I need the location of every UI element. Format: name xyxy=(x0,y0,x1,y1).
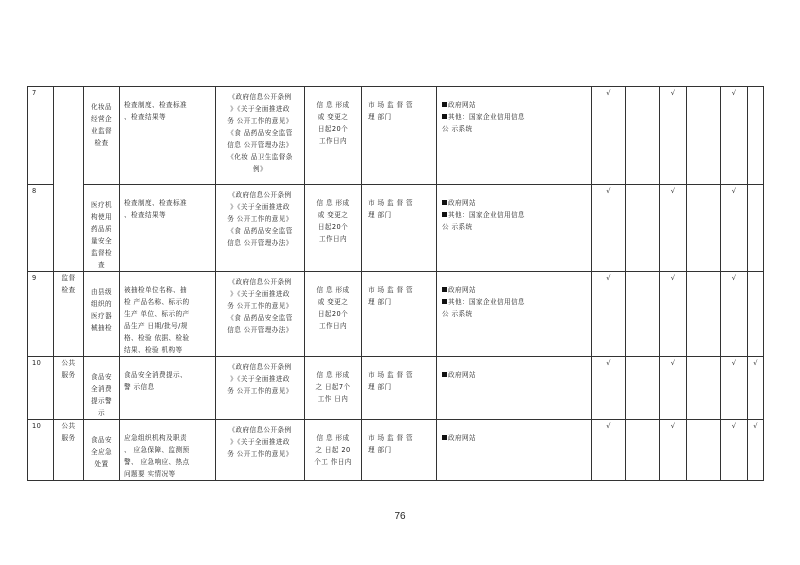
channel-item xyxy=(442,432,589,444)
check-cell xyxy=(626,185,660,272)
channel-text: 政府网站 xyxy=(448,371,476,379)
item-cell xyxy=(84,272,120,357)
content-cell xyxy=(120,357,216,420)
item-text: 组织的 xyxy=(91,300,112,308)
check-cell xyxy=(721,185,748,272)
category-cell xyxy=(54,87,84,272)
item-text: 药品质 xyxy=(91,225,112,233)
content-text: 、 应急保障、监测预 xyxy=(124,446,190,454)
basis-text: 《政府信息公开条例 xyxy=(228,426,292,434)
item-text: 全消费 xyxy=(91,385,112,393)
department-cell xyxy=(362,185,437,272)
category-text: 服务 xyxy=(61,371,76,379)
item-cell xyxy=(84,420,120,481)
basis-cell xyxy=(216,185,305,272)
department-text: 市 场 监 督 管 xyxy=(368,434,413,442)
item-text: 医疗器 xyxy=(91,312,112,320)
item-text: 械抽检 xyxy=(91,324,112,332)
content-cell xyxy=(120,185,216,272)
checkmark-icon: √ xyxy=(670,359,676,367)
checkmark-icon: √ xyxy=(670,187,676,195)
channel-text: 政府网站 xyxy=(448,199,476,207)
basis-text: 》《关于全面推进政 xyxy=(230,290,290,298)
basis-text: 务 公开工作的意见》 xyxy=(227,117,293,125)
channel-item xyxy=(442,221,589,233)
department-cell xyxy=(362,87,437,185)
row-number-cell xyxy=(28,87,54,185)
item-cell xyxy=(84,185,120,272)
basis-text: 务 公开工作的意见》 xyxy=(227,302,293,310)
content-text: 检查制度、检查标准 xyxy=(124,101,187,109)
period-cell xyxy=(305,87,362,185)
channel-text: 其他：国家企业信用信息 xyxy=(448,298,525,306)
checkmark-icon: √ xyxy=(731,89,737,97)
check-cell xyxy=(592,272,626,357)
category-cell xyxy=(54,357,84,420)
row-number-cell xyxy=(28,420,54,481)
check-cell xyxy=(721,272,748,357)
checkmark-icon: √ xyxy=(731,359,737,367)
period-text: 工作日内 xyxy=(319,235,347,243)
period-cell xyxy=(305,420,362,481)
item-text: 检查 xyxy=(94,139,109,147)
content-text: 、检查结果等 xyxy=(124,211,166,219)
period-text: 之 日起 20 xyxy=(315,446,351,454)
period-text: 工作 日内 xyxy=(317,395,349,403)
content-text: 检查制度、检查标准 xyxy=(124,199,187,207)
item-text: 业监督 xyxy=(91,127,112,135)
channel-text: 公 示系统 xyxy=(442,310,473,318)
basis-text: 务 公开工作的意见》 xyxy=(227,387,293,395)
item-cell xyxy=(84,357,120,420)
basis-cell xyxy=(216,357,305,420)
check-cell xyxy=(660,185,687,272)
check-cell xyxy=(592,185,626,272)
checkmark-icon: √ xyxy=(670,89,676,97)
row-number: 10 xyxy=(32,422,42,430)
channel-text: 政府网站 xyxy=(448,286,476,294)
content-text: 格、检验 依据、检验 xyxy=(124,334,190,342)
basis-text: 《化妆 品卫生监督条 xyxy=(227,153,293,161)
basis-text: 《食 品药品安全监管 xyxy=(227,129,293,137)
content-text: 被抽检单位名称、抽 xyxy=(124,286,187,294)
channel-text: 公 示系统 xyxy=(442,223,473,231)
department-cell xyxy=(362,420,437,481)
square-bullet-icon xyxy=(442,287,447,292)
item-text: 提示警 xyxy=(91,397,112,405)
basis-text: 务 公开工作的意见》 xyxy=(227,450,293,458)
content-text: 警、 应急响应、热点 xyxy=(124,458,190,466)
item-text: 处置 xyxy=(94,460,109,468)
checkmark-icon: √ xyxy=(606,422,611,430)
row-number-cell xyxy=(28,272,54,357)
channel-item xyxy=(442,296,589,308)
period-text: 或 变更之 xyxy=(317,211,349,219)
checkmark-icon: √ xyxy=(670,274,676,282)
channel-cell xyxy=(437,272,592,357)
period-text: 个工 作日内 xyxy=(314,458,352,466)
content-cell xyxy=(120,420,216,481)
basis-text: 《政府信息公开条例 xyxy=(228,363,292,371)
channel-text: 公 示系统 xyxy=(442,125,473,133)
square-bullet-icon xyxy=(442,200,447,205)
check-cell xyxy=(748,420,764,481)
basis-text: 》《关于全面推进政 xyxy=(230,375,290,383)
item-text: 全应急 xyxy=(91,448,112,456)
check-cell xyxy=(660,420,687,481)
period-cell xyxy=(305,272,362,357)
category-text: 公共 xyxy=(61,359,76,367)
period-text: 日起20个 xyxy=(317,223,349,231)
check-cell xyxy=(660,357,687,420)
channel-item xyxy=(442,209,589,221)
square-bullet-icon xyxy=(442,372,447,377)
check-cell xyxy=(721,87,748,185)
content-text: 应急组织机构及职责 xyxy=(124,434,187,442)
item-text: 食品安 xyxy=(91,436,112,444)
department-text: 市 场 监 督 管 xyxy=(368,286,413,294)
basis-text: 《政府信息公开条例 xyxy=(228,278,292,286)
check-cell xyxy=(660,272,687,357)
basis-cell xyxy=(216,87,305,185)
row-number-cell xyxy=(28,357,54,420)
category-text: 公共 xyxy=(61,422,76,430)
channel-text: 政府网站 xyxy=(448,434,476,442)
check-cell xyxy=(748,185,764,272)
content-text: 问题要 实情况等 xyxy=(124,470,176,478)
department-text: 理 部门 xyxy=(368,211,392,219)
content-text: 结果、检验 机构等 xyxy=(124,346,183,354)
period-text: 信 息 形成 xyxy=(316,199,350,207)
check-cell xyxy=(687,272,721,357)
checkmark-icon: √ xyxy=(753,359,758,367)
content-text: 、检查结果等 xyxy=(124,113,166,121)
square-bullet-icon xyxy=(442,435,447,440)
content-cell xyxy=(120,272,216,357)
channel-item xyxy=(442,111,589,123)
row-number-cell xyxy=(28,185,54,272)
table-row xyxy=(28,87,764,185)
period-text: 信 息 形成 xyxy=(316,101,350,109)
department-text: 理 部门 xyxy=(368,446,392,454)
period-text: 信 息 形成 xyxy=(316,286,350,294)
department-text: 市 场 监 督 管 xyxy=(368,371,413,379)
item-cell xyxy=(84,87,120,185)
table-row xyxy=(28,357,764,420)
item-text: 化妆品 xyxy=(91,103,112,111)
basis-text: 《政府信息公开条例 xyxy=(228,93,292,101)
row-number: 7 xyxy=(32,89,37,97)
item-text: 食品安 xyxy=(91,373,112,381)
checkmark-icon: √ xyxy=(731,422,737,430)
basis-text: 信息 公开管理办法》 xyxy=(227,239,293,247)
check-cell xyxy=(592,420,626,481)
item-text: 监督检 xyxy=(91,249,112,257)
channel-text: 其他：国家企业信用信息 xyxy=(448,113,525,121)
square-bullet-icon xyxy=(442,212,447,217)
checkmark-icon: √ xyxy=(731,187,737,195)
check-cell xyxy=(748,357,764,420)
check-cell xyxy=(626,420,660,481)
check-cell xyxy=(748,272,764,357)
content-text: 生产 单位、标示的产 xyxy=(124,310,190,318)
basis-text: 》《关于全面推进政 xyxy=(230,105,290,113)
period-text: 信 息 形成 xyxy=(316,371,350,379)
check-cell xyxy=(721,420,748,481)
content-text: 品生产 日期/批号/规 xyxy=(124,322,188,330)
period-cell xyxy=(305,357,362,420)
item-text: 构使用 xyxy=(91,213,112,221)
basis-text: 》《关于全面推进政 xyxy=(230,203,290,211)
check-cell xyxy=(660,87,687,185)
disclosure-table xyxy=(27,86,764,481)
category-text: 服务 xyxy=(61,434,76,442)
category-text: 监督 xyxy=(61,274,76,282)
basis-text: 信息 公开管理办法》 xyxy=(227,326,293,334)
channel-text: 其他：国家企业信用信息 xyxy=(448,211,525,219)
period-text: 工作日内 xyxy=(319,322,347,330)
content-text: 检 产品名称、标示的 xyxy=(124,298,190,306)
checkmark-icon: √ xyxy=(606,274,611,282)
item-text: 示 xyxy=(98,409,105,417)
basis-cell xyxy=(216,272,305,357)
check-cell xyxy=(687,87,721,185)
department-text: 理 部门 xyxy=(368,298,392,306)
check-cell xyxy=(687,185,721,272)
check-cell xyxy=(626,87,660,185)
period-cell xyxy=(305,185,362,272)
check-cell xyxy=(626,357,660,420)
table-row xyxy=(28,420,764,481)
basis-text: 《食 品药品安全监管 xyxy=(227,227,293,235)
content-text: 警 示信息 xyxy=(124,383,155,391)
checkmark-icon: √ xyxy=(670,422,676,430)
period-text: 日起20个 xyxy=(317,310,349,318)
item-text: 医疗机 xyxy=(91,201,112,209)
check-cell xyxy=(592,357,626,420)
category-cell xyxy=(54,420,84,481)
department-text: 市 场 监 督 管 xyxy=(368,101,413,109)
category-cell xyxy=(54,272,84,357)
period-text: 或 变更之 xyxy=(317,298,349,306)
square-bullet-icon xyxy=(442,299,447,304)
period-text: 信 息 形成 xyxy=(316,434,350,442)
check-cell xyxy=(721,357,748,420)
channel-item xyxy=(442,369,589,381)
department-cell xyxy=(362,357,437,420)
table-row xyxy=(28,185,764,272)
check-cell xyxy=(626,272,660,357)
period-text: 工作日内 xyxy=(319,137,347,145)
department-text: 市 场 监 督 管 xyxy=(368,199,413,207)
item-text: 量安全 xyxy=(91,237,112,245)
channel-item xyxy=(442,197,589,209)
content-text: 食品安全消费提示、 xyxy=(124,371,187,379)
checkmark-icon: √ xyxy=(606,187,611,195)
basis-text: 《政府信息公开条例 xyxy=(228,191,292,199)
basis-cell xyxy=(216,420,305,481)
checkmark-icon: √ xyxy=(606,359,611,367)
square-bullet-icon xyxy=(442,114,447,119)
item-text: 查 xyxy=(98,261,105,269)
channel-item xyxy=(442,308,589,320)
channel-text: 政府网站 xyxy=(448,101,476,109)
basis-text: 信息 公开管理办法》 xyxy=(227,141,293,149)
department-text: 理 部门 xyxy=(368,383,392,391)
category-text: 检查 xyxy=(61,286,76,294)
row-number: 8 xyxy=(32,187,37,195)
basis-text: 例》 xyxy=(253,165,267,173)
row-number: 9 xyxy=(32,274,37,282)
department-cell xyxy=(362,272,437,357)
check-cell xyxy=(592,87,626,185)
content-cell xyxy=(120,87,216,185)
basis-text: 务 公开工作的意见》 xyxy=(227,215,293,223)
checkmark-icon: √ xyxy=(606,89,611,97)
channel-cell xyxy=(437,185,592,272)
table-row xyxy=(28,272,764,357)
basis-text: 》《关于全面推进政 xyxy=(230,438,290,446)
period-text: 之 日起7个 xyxy=(315,383,351,391)
item-text: 由县级 xyxy=(91,288,112,296)
basis-text: 《食 品药品安全监管 xyxy=(227,314,293,322)
checkmark-icon: √ xyxy=(753,422,758,430)
channel-cell xyxy=(437,357,592,420)
page-number: 76 xyxy=(394,511,406,522)
period-text: 或 变更之 xyxy=(317,113,349,121)
channel-cell xyxy=(437,87,592,185)
channel-cell xyxy=(437,420,592,481)
check-cell xyxy=(687,357,721,420)
checkmark-icon: √ xyxy=(731,274,737,282)
channel-item xyxy=(442,123,589,135)
square-bullet-icon xyxy=(442,102,447,107)
check-cell xyxy=(687,420,721,481)
channel-item xyxy=(442,284,589,296)
row-number: 10 xyxy=(32,359,42,367)
item-text: 经营企 xyxy=(91,115,112,123)
period-text: 日起20个 xyxy=(317,125,349,133)
department-text: 理 部门 xyxy=(368,113,392,121)
channel-item xyxy=(442,99,589,111)
check-cell xyxy=(748,87,764,185)
